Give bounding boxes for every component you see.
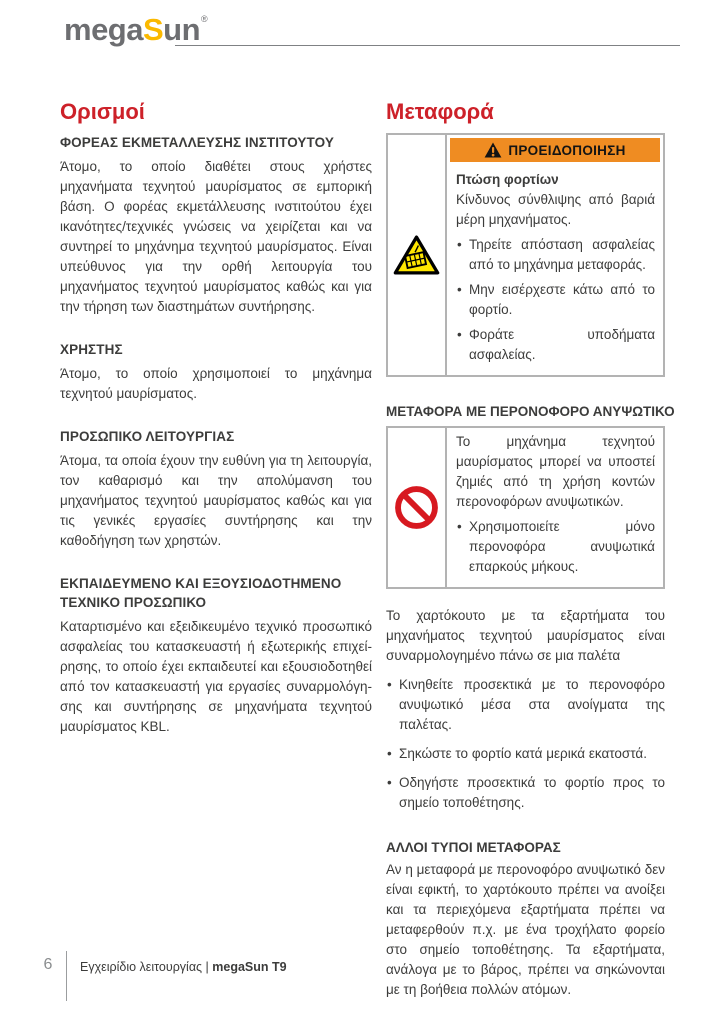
trained-personnel-heading: ΕΚΠΑΙΔΕΥΜΕΝΟ ΚΑΙ ΕΞΟΥΣΙΟΔΟΤΗΜΕΝΟ ΤΕΧΝΙΚΟ ΠΡΟΣΩΠΙΚΟ [60, 576, 342, 611]
warning-box-content [447, 165, 663, 375]
hazard-title: Πτώση φορτίων [456, 172, 559, 188]
notice-box-icon-cell [388, 428, 447, 587]
other-transport-paragraph: Αν η μεταφορά με περονοφόρο ανυψωτικό δεν είναι εφικτή, το χαρτόκουτο πρέπει να ανοίξει και τα περιεχόμενα εξαρτήματα πρέπει να μεταφερθούν π.χ. με ένα τροχήλατο φορείο στο σημείο τοποθέτησης. Τα εξαρτήματα, ανάλογα με το βάρος, πρέπει να σηκώνονται με τη βοήθεια πολλών ατόμων. [386, 862, 665, 998]
logo-text-un: un [163, 12, 201, 47]
notice-description: Το μηχάνημα τεχνητού μαυρίσματος μπορεί να υποστεί ζημιές από τη χρήση κοντών περονοφόρων ανυψωτικών. [456, 434, 655, 510]
warning-bullet: • Μην εισέρχεστε κάτω από το φορτίο. [456, 280, 655, 320]
user-heading: ΧΡΗΣΤΗΣ [60, 342, 123, 358]
operating-personnel-heading: ΠΡΟΣΩΠΙΚΟ ΛΕΙΤΟΥΡΓΙΑΣ [60, 429, 235, 445]
operator-paragraph: Άτομο, το οποίο διαθέτει στους χρήστες μηχανήματα τεχνητού μαυρίσματος σε εμπορική βάση. Ο φορέας εκμετάλλευσης ινστιτούτου έχει ικανότητες/τεχνικές γνώσεις να χειρίζεται και να συντηρεί το μηχάνημα τεχνητού μαυρίσματος. Είναι υπεύθυνος για την ορθή λειτουργία του μηχανήματος τεχνητού μαυρίσματος καθώς και για την τήρηση των διαστημάτων συντήρησης. [60, 159, 372, 315]
pallet-bullet: • Σηκώστε το φορτίο κατά μερικά εκατοστά. [386, 744, 665, 764]
notice-box-main [447, 428, 663, 587]
pallet-instruction-list [386, 675, 665, 813]
warning-header-bar [450, 138, 660, 162]
notice-box-content [447, 428, 663, 587]
logo-text-mega: mega [64, 12, 143, 47]
footer-caption [80, 960, 287, 974]
operating-personnel-paragraph: Άτομα, τα οποία έχουν την ευθύνη για τη λειτουργία, τον καθαρισμό και την απολύμανση του μηχανήματος τεχνητού μαυρίσματος καθώς και για τις γενικές εργασίες συντήρησης και την καθοδήγηση των χρηστών. [60, 453, 372, 549]
registered-mark: ® [201, 14, 208, 24]
transport-column [386, 99, 675, 1000]
suspended-load-hazard-icon [393, 234, 440, 276]
warning-box-icon-cell [388, 135, 447, 375]
footer-product-name: megaSun T9 [212, 960, 287, 974]
pallet-intro-paragraph: Το χαρτόκουτο με τα εξαρτήματα του μηχανήματος τεχνητού μαυρίσματος είναι συναρμολογημένο πάνω σε μια παλέτα [386, 608, 665, 664]
warning-header-label: ΠΡΟΕΙΔΟΠΟΙΗΣΗ [508, 142, 626, 158]
warning-box-main [447, 135, 663, 375]
warning-triangle-icon [484, 142, 502, 158]
logo-text-s: S [142, 12, 164, 47]
footer-manual-label: Εγχειρίδιο λειτουργίας | [80, 960, 213, 974]
pallet-bullet: • Οδηγήστε προσεκτικά το φορτίο προς το σημείο τοποθέτησης. [386, 773, 665, 813]
warning-bullet: • Φοράτε υποδήματα ασφαλείας. [456, 325, 655, 365]
user-paragraph: Άτομο, το οποίο χρησιμοποιεί το μηχάνημα τεχνητού μαυρίσματος. [60, 366, 372, 402]
pallet-bullet: • Κινηθείτε προσεκτικά με το περονοφόρο ανυψωτικό μέσα στα ανοίγματα της παλέτας. [386, 675, 665, 735]
warning-bullet: • Τηρείτε απόσταση ασφαλείας από το μηχάνημα μεταφοράς. [456, 235, 655, 275]
hazard-description: Κίνδυνος σύνθλιψης από βαριά μέρη μηχανήματος. [456, 192, 655, 228]
footer-divider [66, 951, 67, 1001]
notice-bullet: • Χρησιμοποιείτε μόνο περονοφόρα ανυψωτικά επαρκούς μήκους. [456, 517, 655, 577]
forklift-transport-heading: ΜΕΤΑΦΟΡΑ ΜΕ ΠΕΡΟΝΟΦΟΡΟ ΑΝΥΨΩΤΙΚΟ [386, 404, 675, 420]
operator-heading: ΦΟΡΕΑΣ ΕΚΜΕΤΑΛΛΕΥΣΗΣ ΙΝΣΤΙΤΟΥΤΟΥ [60, 135, 334, 151]
megasun-logo [64, 14, 207, 45]
definitions-column [60, 99, 372, 737]
other-transport-heading: ΑΛΛΟΙ ΤΥΠΟΙ ΜΕΤΑΦΟΡΑΣ [386, 840, 561, 856]
trained-personnel-paragraph: Καταρτισμένο και εξειδικευμένο τεχνικό προσωπικό ασφαλείας του κατασκευαστή ή εξωτερικής επιχείρησης, το οποίο έχει εκπαιδευτεί και εξουσιοδοτηθεί από τον κατασκευαστή για εργασίες συναρμολόγησης και συντήρησης σε μηχανήματα τεχνητού μαυρίσματος KBL. [60, 619, 372, 735]
transport-title: Μεταφορά [386, 99, 494, 124]
definitions-title: Ορισμοί [60, 99, 145, 124]
warning-box [386, 133, 665, 377]
notice-box [386, 426, 665, 589]
prohibition-icon [394, 485, 439, 530]
page-number: 6 [43, 956, 53, 973]
header-divider [175, 45, 680, 46]
